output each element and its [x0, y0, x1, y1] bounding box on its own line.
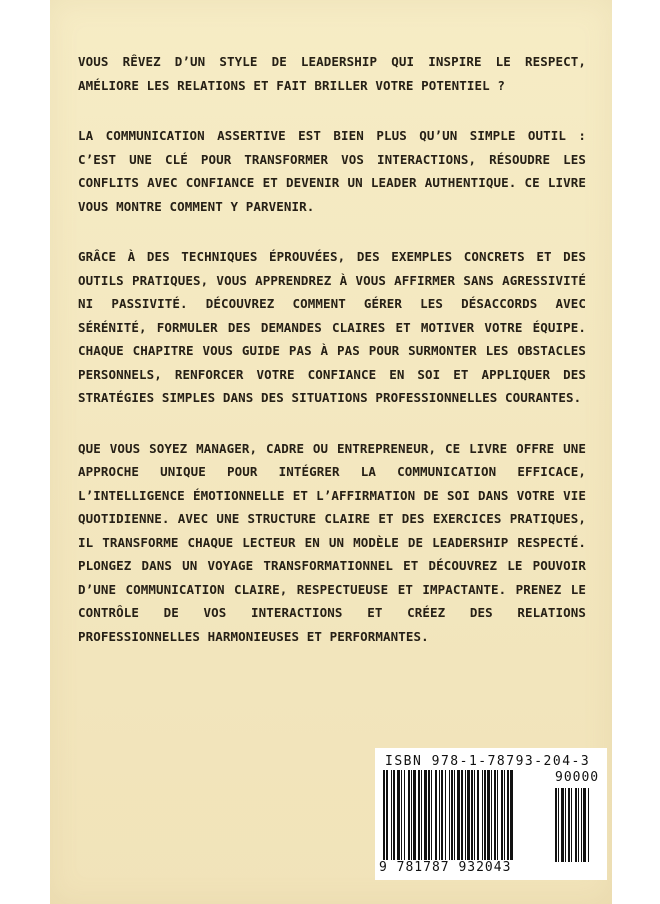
back-cover	[50, 0, 612, 904]
isbn-label: ISBN 978-1-78793-204-3	[385, 754, 591, 769]
price-code: 90000	[555, 770, 600, 785]
blurb-paragraph-4: QUE VOUS SOYEZ MANAGER, CADRE OU ENTREPRENEUR, CE LIVRE OFFRE UNE APPROCHE UNIQUE POUR INTÉGRER LA COMMUNICATION EFFICACE, L’INTELLIGENCE ÉMOTIONNELLE ET L’AFFIRMATION DE SOI DANS VOTRE VIE QUOTIDIENNE. AVEC UNE STRUCTURE CLAIRE ET DES EXERCICES PRATIQUES, IL TRANSFORME CHAQUE LECTEUR EN UN MODÈLE DE LEADERSHIP RESPECTÉ. PLONGEZ DANS UN VOYAGE TRANSFORMATIONNEL ET DÉCOUVREZ LE POUVOIR D’UNE COMMUNICATION CLAIRE, RESPECTUEUSE ET IMPACTANTE. PRENEZ LE CONTRÔLE DE VOS INTERACTIONS ET CRÉEZ DES RELATIONS PROFESSIONNELLES HARMONIEUSES ET PERFORMANTES.	[78, 440, 586, 644]
blurb-paragraph-1: VOUS RÊVEZ D’UN STYLE DE LEADERSHIP QUI INSPIRE LE RESPECT, AMÉLIORE LES RELATIONS ET FAIT BRILLER VOTRE POTENTIEL ?	[78, 54, 586, 93]
isbn-barcode	[375, 748, 607, 880]
blurb-paragraph-3: GRÂCE À DES TECHNIQUES ÉPROUVÉES, DES EXEMPLES CONCRETS ET DES OUTILS PRATIQUES, VOUS APPRENDREZ À VOUS AFFIRMER SANS AGRESSIVITÉ NI PASSIVITÉ. DÉCOUVREZ COMMENT GÉRER LES DÉSACCORDS AVEC SÉRÉNITÉ, FORMULER DES DEMANDES CLAIRES ET MOTIVER VOTRE ÉQUIPE. CHAQUE CHAPITRE VOUS GUIDE PAS À PAS POUR SURMONTER LES OBSTACLES PERSONNELS, RENFORCER VOTRE CONFIANCE EN SOI ET APPLIQUER DES STRATÉGIES SIMPLES DANS DES SITUATIONS PROFESSIONNELLES COURANTES.	[78, 249, 586, 405]
ean-bars	[383, 770, 551, 864]
addon-bars	[555, 788, 601, 864]
blurb-paragraph-2: LA COMMUNICATION ASSERTIVE EST BIEN PLUS QU’UN SIMPLE OUTIL : C’EST UNE CLÉ POUR TRANSFORMER VOS INTERACTIONS, RÉSOUDRE LES CONFLITS AVEC CONFIANCE ET DEVENIR UN LEADER AUTHENTIQUE. CE LIVRE VOUS MONTRE COMMENT Y PARVENIR.	[78, 128, 586, 214]
barcode-digits: 9 781787 932043	[379, 860, 512, 875]
blurb	[78, 50, 586, 675]
